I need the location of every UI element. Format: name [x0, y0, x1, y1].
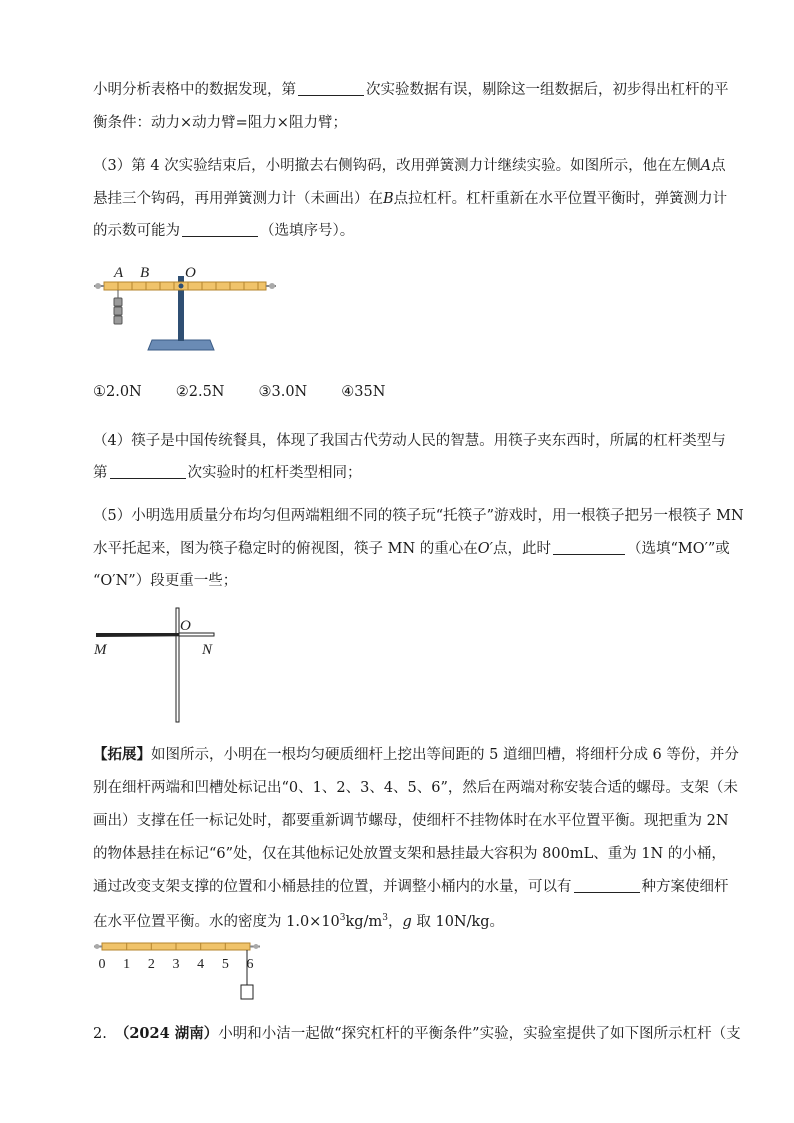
rod-mark-label: 3: [172, 957, 180, 972]
q5-line-2: [93, 539, 730, 559]
ext-text: 在水平位置平衡。水的密度为 1.0×10: [93, 913, 340, 930]
answer-blank-4[interactable]: [553, 539, 625, 555]
p1-line-2: 衡条件：动力×动力臂=阻力×阻力臂；: [93, 115, 347, 131]
hanging-object: [241, 985, 253, 999]
rod-figure: [92, 937, 282, 1005]
q5-text: 水平托起来，图为筷子稳定时的俯视图，筷子 MN 的重心在: [93, 541, 478, 557]
rod-mark-label: 6: [246, 957, 254, 972]
question-source: （2024 湖南）: [114, 1025, 219, 1042]
label-a: A: [114, 265, 124, 281]
q5-line-3: “O′N”）段更重一些；: [93, 573, 238, 589]
right-nut-knob: [269, 283, 275, 289]
q3-text: 点: [711, 158, 726, 174]
option-1: ①2.0N: [93, 384, 142, 400]
option-3: ③3.0N: [258, 384, 308, 400]
ext-text: 种方案使细杆: [641, 879, 729, 895]
gravity-symbol: g: [402, 913, 412, 930]
question-number: 2.: [93, 1026, 107, 1042]
ext-line-2: 别在细杆两端和凹槽处标记出“0、1、2、3、4、5、6”，然后在两端对称安装合适的螺母。支架（未: [93, 780, 738, 796]
point-o-prime: O′: [477, 541, 493, 557]
q3-text: （3）第 4 次实验结束后，小明撤去右侧钩码，改用弹簧测力计继续实验。如图所示，他在左侧: [93, 158, 701, 174]
ext-line-3: 画出）支撑在任一标记处时，都要重新调节螺母，使细杆不挂物体时在水平位置平衡。现把重为 2N: [93, 813, 729, 829]
rod-marks: [99, 957, 254, 972]
ext-text: kg/m: [345, 913, 383, 930]
q4-text: 第: [93, 465, 108, 481]
answer-blank-1[interactable]: [298, 80, 364, 96]
point-b-label: B: [383, 191, 394, 207]
chopsticks-figure: [92, 605, 222, 725]
q5-text: 点，此时: [492, 541, 551, 557]
q3-line-3: [93, 221, 354, 241]
rod-mark-label: 5: [221, 957, 229, 972]
option-4: ④35N: [341, 384, 386, 400]
answer-blank-3[interactable]: [110, 463, 186, 479]
stand-base: [148, 340, 214, 350]
q3-options: [93, 382, 419, 402]
left-nut-knob: [95, 283, 101, 289]
p1-text-b: 次实验数据有误，剔除这一组数据后，初步得出杠杆的平: [366, 82, 729, 98]
q2-line-1: [93, 1024, 741, 1044]
q4-text: 次实验时的杠杆类型相同；: [187, 465, 362, 481]
option-2: ②2.5N: [175, 384, 225, 400]
rod-right-nut-knob: [254, 944, 259, 949]
rod-mark-label: 0: [98, 957, 106, 972]
q3-text: 点拉杠杆。杠杆重新在水平位置平衡时，弹簧测力计: [393, 191, 728, 207]
q4-line-2: [93, 463, 362, 483]
rod-mark-label: 4: [197, 957, 205, 972]
ext-line-4: 的物体悬挂在标记“6”处，仅在其他标记处放置支架和悬挂最大容积为 800mL、重为 1N 的小桶，: [93, 846, 726, 862]
q3-text: 的示数可能为: [93, 223, 180, 239]
rod-mark-label: 1: [123, 957, 131, 972]
label-m: M: [94, 642, 107, 658]
ext-text: ，: [387, 913, 403, 930]
ext-text: 通过改变支架支撑的位置和小桶悬挂的位置，并调整小桶内的水量，可以有: [93, 879, 572, 895]
ext-line-6: [93, 908, 504, 932]
q3-line-2: [93, 189, 727, 209]
q5-text: （选填“MO′”或: [626, 541, 730, 557]
ext-text: 取 10N/kg。: [411, 913, 505, 930]
pivot-point: [179, 284, 184, 289]
answer-blank-2[interactable]: [182, 221, 258, 237]
label-o: O: [180, 618, 191, 634]
q3-text: 悬挂三个钩码，再用弹簧测力计（未画出）在: [93, 191, 383, 207]
exponent: 3: [382, 913, 388, 923]
label-b: B: [140, 265, 150, 281]
lever-figure: [90, 262, 280, 357]
ext-line-1: [93, 745, 739, 765]
point-a-label: A: [700, 158, 712, 174]
rod-left-nut-knob: [95, 944, 100, 949]
question-text: 小明和小洁一起做“探究杠杆的平衡条件”实验，实验室提供了如下图所示杠杆（支: [218, 1026, 741, 1042]
exponent: 3: [339, 913, 346, 923]
vertical-chopstick: [176, 608, 179, 722]
rod-mark-label: 2: [147, 957, 155, 972]
answer-blank-5[interactable]: [574, 877, 640, 893]
label-n: N: [202, 642, 213, 658]
ext-text: 如图所示，小明在一根均匀硬质细杆上挖出等间距的 5 道细凹槽，将细杆分成 6 等份，并分: [151, 747, 739, 763]
q4-line-1: （4）筷子是中国传统餐具，体现了我国古代劳动人民的智慧。用筷子夹东西时，所属的杠杆类型与: [93, 433, 726, 449]
p1-line-1: [93, 80, 729, 100]
q3-line-1: [93, 156, 726, 176]
lever-bar: [104, 282, 266, 290]
ext-tag: 【拓展】: [93, 746, 151, 763]
label-o: O: [185, 265, 196, 281]
ext-line-5: [93, 877, 729, 897]
p1-text-a: 小明分析表格中的数据发现，第: [93, 82, 296, 98]
q5-line-1: （5）小明选用质量分布均匀但两端粗细不同的筷子玩“托筷子”游戏时，用一根筷子把另一根筷子 MN: [93, 508, 744, 524]
q3-text: （选填序号）。: [260, 223, 355, 239]
hook-weights: [114, 298, 122, 324]
